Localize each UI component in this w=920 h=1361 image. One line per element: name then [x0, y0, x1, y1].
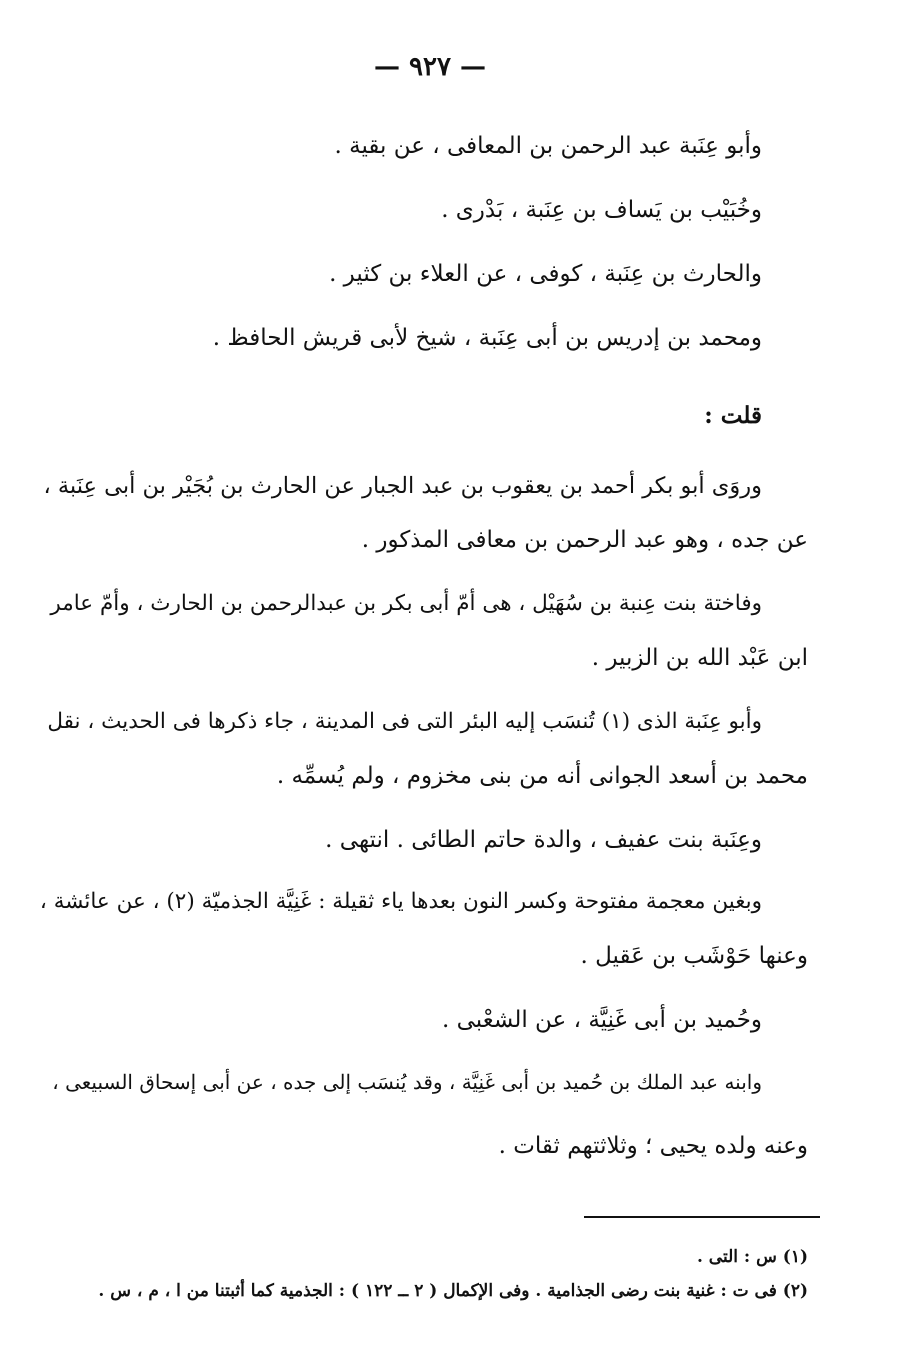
- footnote: (١) س : التى .: [696, 1247, 808, 1267]
- text-line: ومحمد بن إدريس بن أبى عِنَبة ، شيخ لأبى قريش الحافظ .: [212, 325, 762, 351]
- footnote: (٢) فى ت : غنية بنت رضى الجذامية . وفى الإكمال ( ٢ ــ ١٢٢ ) : الجذمية كما أثبتنا من ا ، م ، س .: [98, 1281, 808, 1301]
- section-heading: قلت :: [704, 402, 762, 429]
- text-line: وابنه عبد الملك بن حُميد بن أبى غَنِيَّة ، وقد يُنسَب إلى جده ، عن أبى إسحاق السبيعى ،: [52, 1070, 762, 1094]
- text-line: ابن عَبْد الله بن الزبير .: [591, 645, 808, 671]
- text-line: وعنه ولده يحيى ؛ وثلاثتهم ثقات .: [498, 1133, 808, 1159]
- text-line: وفاختة بنت عِنبة بن سُهَيْل ، هى أمّ أبى بكر بن عبدالرحمن بن الحارث ، وأمّ عامر: [50, 591, 762, 616]
- text-line: وأبو عِنَبة عبد الرحمن بن المعافى ، عن بقية .: [334, 133, 762, 159]
- text-line: عن جده ، وهو عبد الرحمن بن معافى المذكور .: [361, 527, 808, 553]
- text-line: وروَى أبو بكر أحمد بن يعقوب بن عبد الجبار عن الحارث بن بُجَيْر بن أبى عِنَبة ،: [43, 473, 762, 499]
- text-line: وبغين معجمة مفتوحة وكسر النون بعدها ياء ثقيلة : غَنِيَّة الجذميّة (٢) ، عن عائشة ،: [39, 889, 762, 914]
- text-line: وخُبَيْب بن يَساف بن عِنَبة ، بَدْرى .: [441, 197, 762, 223]
- text-line: محمد بن أسعد الجوانى أنه من بنى مخزوم ، ولم يُسمِّه .: [276, 763, 808, 789]
- text-line: وعِنَبة بنت عفيف ، والدة حاتم الطائى . انتهى .: [325, 827, 762, 853]
- footnote-divider: [584, 1216, 820, 1218]
- page-number: — ٩٢٧ —: [373, 52, 487, 82]
- text-line: وأبو عِنَبة الذى (١) تُنسَب إليه البئر التى فى المدينة ، جاء ذكرها فى الحديث ، نقل: [47, 709, 762, 734]
- text-line: وحُميد بن أبى غَنِيَّة ، عن الشعْبى .: [441, 1007, 762, 1033]
- text-line: وعنها حَوْشَب بن عَقيل .: [580, 943, 808, 969]
- text-line: والحارث بن عِنَبة ، كوفى ، عن العلاء بن كثير .: [329, 261, 762, 287]
